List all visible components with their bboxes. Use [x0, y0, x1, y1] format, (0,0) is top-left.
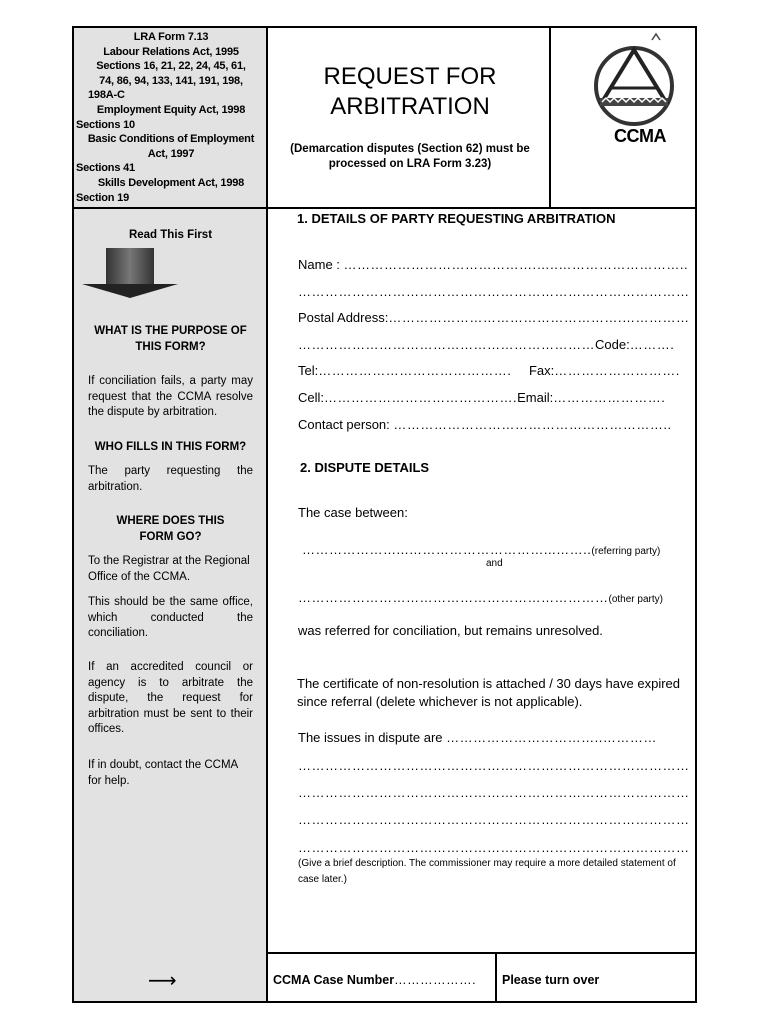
other-party-label: (other party): [608, 594, 663, 605]
case-number-label: CCMA Case Number: [273, 973, 395, 987]
referred-text: was referred for conciliation, but remains unresolved.: [298, 623, 603, 638]
referring-party-dots: …………………...…………………………...……..: [302, 542, 592, 557]
logo-text: CCMA: [614, 126, 666, 146]
cell-email-row[interactable]: [298, 390, 665, 405]
form-number: LRA Form 7.13: [133, 31, 209, 43]
where-text-same-office: This should be the same office, which conducted the conciliation.: [88, 596, 253, 640]
other-party-field[interactable]: [298, 590, 663, 605]
fax-label: Fax:: [528, 363, 555, 378]
legal-line: Act, 1997: [147, 147, 195, 160]
title-line: ARBITRATION: [330, 93, 490, 120]
footer-divider: [266, 952, 697, 954]
legal-line: Sections 16, 21, 22, 24, 45, 61,: [96, 60, 246, 73]
contact-dots: ……………………………………………………..: [393, 417, 672, 432]
down-arrow-icon: [82, 248, 178, 298]
legal-line: Section 19: [76, 191, 130, 204]
legal-references: [76, 30, 266, 205]
who-text: The party requesting the arbitration.: [88, 465, 253, 493]
name-label: Name :: [298, 257, 344, 272]
contact-label: Contact person:: [298, 417, 394, 432]
where-text-registrar: To the Registrar at the Regional Office of the CCMA.: [88, 555, 250, 583]
contact-person-field[interactable]: [298, 417, 672, 432]
referring-party-field[interactable]: [302, 542, 660, 557]
certificate-line1: The certificate of non-resolution is attached / 30 days have expired: [297, 676, 680, 691]
issues-dots: ……………………………..…………: [446, 730, 657, 745]
legal-line: Employment Equity Act, 1998: [96, 103, 246, 116]
where-heading-line: WHERE DOES THIS: [116, 515, 225, 527]
issues-note-line2: case later.): [298, 874, 347, 885]
email-label: Email:: [517, 390, 554, 405]
case-number-dots: ……………….: [394, 973, 477, 987]
legal-line: Sections 41: [76, 162, 135, 175]
legal-line: Labour Relations Act, 1995: [103, 45, 239, 58]
issue-line[interactable]: ……………………………………………………………………………: [298, 785, 690, 800]
who-heading: WHO FILLS IN THIS FORM?: [94, 441, 247, 453]
where-text-contact: If in doubt, contact the CCMA for help.: [88, 759, 238, 787]
issues-note-line1: (Give a brief description. The commissioner may require a more detailed statement of: [298, 858, 676, 869]
section1-heading: 1. DETAILS OF PARTY REQUESTING ARBITRATION: [297, 211, 616, 226]
where-heading: [88, 514, 253, 545]
postal-address-field[interactable]: [298, 310, 689, 325]
issue-line[interactable]: ……………………………………………………………………………: [298, 840, 690, 855]
issue-line[interactable]: ……………………………………………………………………………: [298, 812, 690, 827]
fax-dots: ……………………….: [554, 363, 680, 378]
name-dots: …………………………………….…..………………………..: [343, 257, 689, 272]
name-dots: ……………………………………………………………………………: [298, 284, 690, 299]
legal-line: Skills Development Act, 1998: [97, 176, 245, 189]
other-party-dots: ……………………………………………………………: [298, 590, 609, 605]
legal-line: 74, 86, 94, 133, 141, 191, 198,: [99, 74, 243, 87]
cell-dots: …………………………………….: [324, 390, 518, 405]
and-label: and: [486, 558, 503, 569]
legal-line: 198A-C: [88, 89, 125, 102]
subtitle-line: (Demarcation disputes (Section 62) must be: [290, 143, 530, 155]
tel-dots: …………………………………….: [318, 363, 512, 378]
tel-label: Tel:: [298, 363, 319, 378]
where-heading-line: FORM GO?: [139, 530, 202, 543]
where-text-council: If an accredited council or agency is to arbitrate the dispute, the request for arbitration must be sent to their offices.: [88, 661, 253, 736]
read-first-label: Read This First: [128, 229, 213, 241]
code-dots: ……….: [629, 337, 675, 352]
column-divider: [266, 26, 268, 1003]
postal-dots: …………………………………………………………: [298, 337, 595, 352]
email-dots: …………………….: [553, 390, 666, 405]
issues-label: The issues in dispute are: [298, 730, 447, 745]
issue-line[interactable]: ……………………………………………………………………………: [298, 758, 690, 773]
postal-label: Postal Address:: [298, 310, 389, 325]
title-line: REQUEST FOR: [323, 63, 497, 90]
code-label: Code:: [595, 337, 630, 352]
tel-fax-row[interactable]: [298, 363, 680, 378]
purpose-heading: WHAT IS THE PURPOSE OF THIS FORM?: [94, 325, 247, 353]
case-number-field[interactable]: [273, 973, 476, 987]
issues-field[interactable]: [298, 730, 657, 745]
section2-heading: 2. DISPUTE DETAILS: [300, 460, 430, 475]
purpose-text: If conciliation fails, a party may request that the CCMA resolve the dispute by arbitration.: [88, 375, 253, 419]
legal-line: Sections 10: [76, 118, 135, 131]
cell-label: Cell:: [298, 390, 325, 405]
postal-dots: …………………………………………….……………: [388, 310, 690, 325]
page-subtitle: [270, 142, 550, 172]
footer-cell-divider: [495, 952, 497, 1003]
name-field-continued[interactable]: [298, 284, 690, 299]
please-turn-over: Please turn over: [502, 973, 600, 987]
postal-address-continued[interactable]: [298, 337, 674, 352]
legal-line: Basic Conditions of Employment: [87, 133, 255, 146]
name-field[interactable]: [298, 257, 688, 272]
case-between-label: The case between:: [298, 505, 408, 520]
certificate-line2: since referral (delete whichever is not applicable).: [297, 694, 583, 709]
referring-party-label: (referring party): [591, 546, 661, 557]
subtitle-line: processed on LRA Form 3.23): [328, 158, 492, 170]
page-title: [270, 62, 550, 122]
header-divider: [72, 207, 697, 209]
right-arrow-icon: ⟶: [148, 970, 177, 992]
